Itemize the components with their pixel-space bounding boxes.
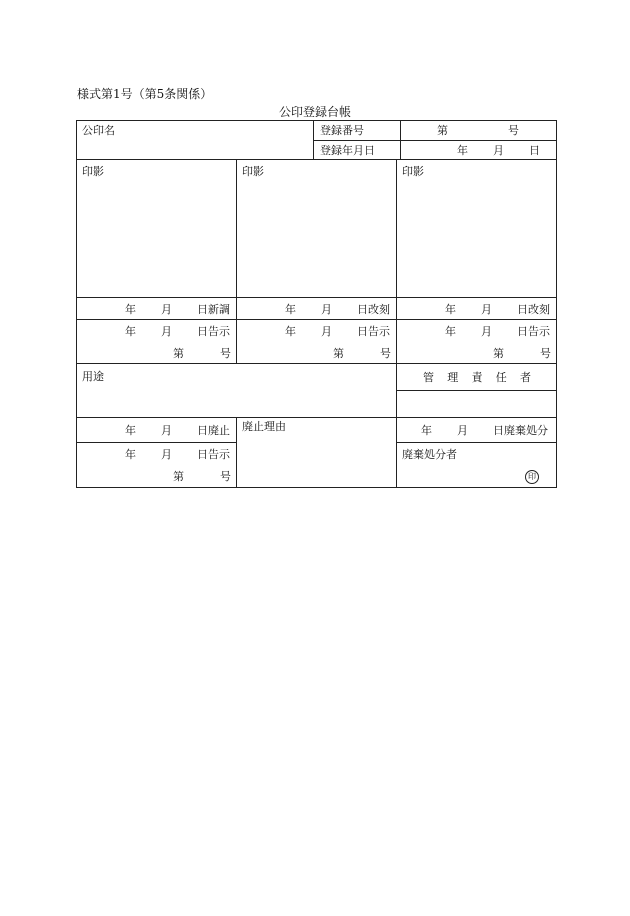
new-suffix: 日新調 (197, 303, 230, 316)
abolish-notice-suffix: 日告示 (197, 448, 230, 461)
notice3-go: 号 (540, 347, 551, 360)
registration-date-month: 月 (493, 144, 504, 157)
manager-char: 者 (520, 371, 531, 384)
registration-date-day: 日 (529, 144, 540, 157)
seal-name-label: 公印名 (82, 124, 115, 137)
registration-table (76, 120, 557, 488)
rule (396, 363, 397, 488)
disposer-label: 廃棄処分者 (402, 448, 457, 461)
rule (77, 319, 557, 320)
notice3-year: 年 (445, 325, 456, 338)
change2-year: 年 (445, 303, 456, 316)
form-number: 様式第1号（第5条関係） (77, 87, 213, 101)
abolish-month: 月 (161, 424, 172, 437)
manager-char: 理 (447, 371, 459, 384)
rule (77, 417, 557, 418)
rule (400, 121, 401, 159)
notice2-year: 年 (285, 325, 296, 338)
notice3-month: 月 (481, 325, 492, 338)
registration-number-dai: 第 (437, 124, 448, 137)
rule (236, 417, 237, 488)
rule (236, 159, 237, 363)
registration-number-go: 号 (508, 124, 519, 137)
rule (396, 390, 557, 391)
rule (313, 140, 557, 141)
manager-char: 管 (423, 371, 434, 384)
notice1-year: 年 (125, 325, 136, 338)
abolish-year: 年 (125, 424, 136, 437)
change1-suffix: 日改刻 (357, 303, 390, 316)
rule (77, 159, 557, 160)
manager-char: 責 (471, 371, 483, 384)
page-title: 公印登録台帳 (278, 105, 351, 119)
registration-date-year: 年 (457, 144, 468, 157)
abolish-notice-year: 年 (125, 448, 136, 461)
seal-mark-icon: 印 (525, 470, 539, 484)
new-year: 年 (125, 303, 136, 316)
rule (77, 442, 236, 443)
notice1-go: 号 (220, 347, 231, 360)
abolish-reason-label: 廃止理由 (242, 420, 286, 433)
registration-date-label: 登録年月日 (320, 144, 375, 157)
rule (77, 363, 557, 364)
abolish-notice-dai: 第 (173, 470, 184, 483)
notice2-suffix: 日告示 (357, 325, 390, 338)
notice2-month: 月 (321, 325, 332, 338)
registration-number-label: 登録番号 (320, 124, 364, 137)
notice1-dai: 第 (173, 347, 184, 360)
notice2-go: 号 (380, 347, 391, 360)
impression-label-2: 印影 (242, 165, 264, 178)
rule (77, 297, 557, 298)
impression-label-3: 印影 (402, 165, 424, 178)
impression-label-1: 印影 (82, 165, 104, 178)
manager-char: 任 (495, 371, 507, 384)
new-month: 月 (161, 303, 172, 316)
abolish-notice-go: 号 (220, 470, 231, 483)
notice1-month: 月 (161, 325, 172, 338)
notice3-suffix: 日告示 (517, 325, 550, 338)
usage-label: 用途 (82, 370, 104, 383)
change1-year: 年 (285, 303, 296, 316)
disposal-month: 月 (457, 424, 468, 437)
abolish-suffix: 日廃止 (197, 424, 230, 437)
rule (313, 121, 314, 159)
notice2-dai: 第 (333, 347, 344, 360)
disposal-year: 年 (421, 424, 432, 437)
change2-suffix: 日改刻 (517, 303, 550, 316)
rule (396, 442, 557, 443)
change2-month: 月 (481, 303, 492, 316)
notice1-suffix: 日告示 (197, 325, 230, 338)
disposal-suffix: 日廃棄処分 (493, 424, 548, 437)
rule (396, 159, 397, 363)
change1-month: 月 (321, 303, 332, 316)
notice3-dai: 第 (493, 347, 504, 360)
abolish-notice-month: 月 (161, 448, 172, 461)
manager-label (423, 371, 531, 384)
